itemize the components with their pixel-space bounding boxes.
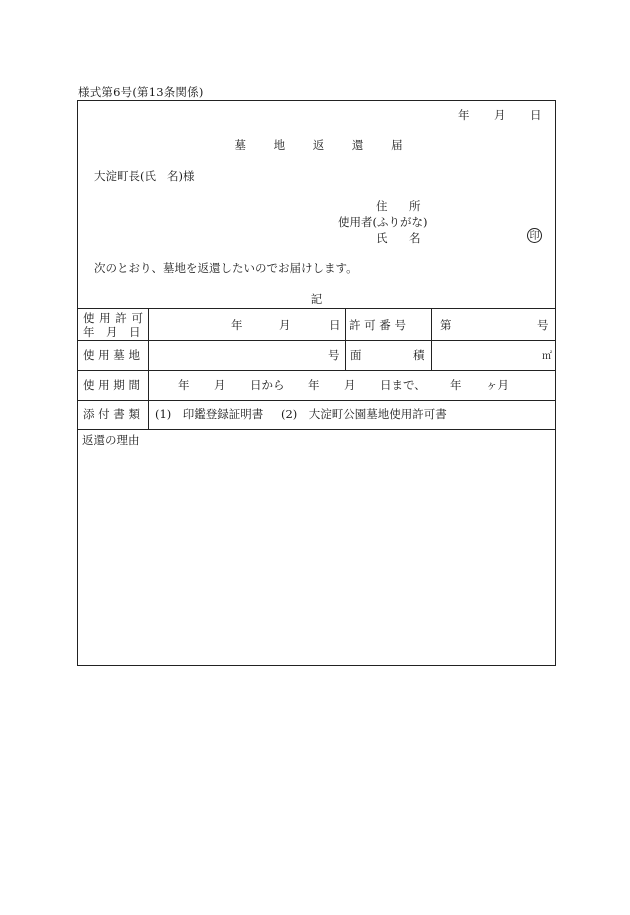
period-start-month: 月 xyxy=(214,378,226,392)
title-char: 墓 xyxy=(234,138,246,152)
title-char: 返 xyxy=(312,138,325,152)
permit-number-label: 許 可 番 号 xyxy=(349,318,406,332)
date-day-label: 日 xyxy=(530,108,542,122)
period-start-day: 日から xyxy=(250,378,285,392)
permit-date-label-line2: 年 月 日 xyxy=(83,325,141,339)
address-label-char: 所 xyxy=(409,199,421,213)
permit-year-label: 年 xyxy=(231,318,243,332)
document-title xyxy=(78,137,555,153)
name-label-char: 氏 xyxy=(376,231,388,245)
title-char: 地 xyxy=(273,138,286,152)
form-number-label: 様式第6号(第13条関係) xyxy=(78,85,204,99)
body-text: 次のとおり、墓地を返還したいのでお届けします。 xyxy=(94,261,358,275)
permit-month-label: 月 xyxy=(279,318,291,332)
table-rule xyxy=(78,400,555,401)
return-reason-label: 返還の理由 xyxy=(82,433,140,447)
period-end-month: 月 xyxy=(344,378,356,392)
table-rule xyxy=(345,308,346,370)
period-end-year: 年 xyxy=(308,378,320,392)
grave-return-form xyxy=(77,100,556,666)
addressee xyxy=(94,168,195,184)
period-end-day: 日まで、 xyxy=(380,378,426,392)
attachment-item-2: (2) 大淀町公園墓地使用許可書 xyxy=(281,407,447,421)
attachments-label: 添 付 書 類 xyxy=(83,407,140,421)
grave-number-go: 号 xyxy=(328,348,340,362)
title-char: 還 xyxy=(351,138,364,152)
name-label-char: 名 xyxy=(409,231,421,245)
ki-label: 記 xyxy=(310,292,323,306)
table-rule xyxy=(78,429,555,430)
period-total-months: ヶ月 xyxy=(486,378,509,392)
grave-label: 使 用 墓 地 xyxy=(83,348,140,362)
period-label: 使 用 期 間 xyxy=(83,378,140,392)
permit-day-label: 日 xyxy=(329,318,341,332)
period-total-year: 年 xyxy=(450,378,462,392)
area-label-char: 積 xyxy=(413,348,425,362)
title-char: 届 xyxy=(391,138,403,152)
area-label-char: 面 xyxy=(350,348,362,362)
seal-mark: 印 xyxy=(527,228,542,243)
date-month-label: 月 xyxy=(494,108,506,122)
attachment-item-1: (1) 印鑑登録証明書 xyxy=(155,407,264,421)
date-year-label: 年 xyxy=(458,108,470,122)
table-rule xyxy=(78,340,555,341)
table-rule xyxy=(431,308,432,370)
permit-number-go: 号 xyxy=(537,318,549,332)
period-start-year: 年 xyxy=(178,378,190,392)
addressee-suffix: 名)様 xyxy=(167,169,195,183)
addressee-prefix: 大淀町長(氏 xyxy=(94,169,156,183)
table-rule xyxy=(78,370,555,371)
address-label-char: 住 xyxy=(376,199,388,213)
table-rule xyxy=(148,308,149,429)
table-rule xyxy=(78,308,555,309)
permit-number-dai: 第 xyxy=(440,318,452,332)
user-furigana-label: 使用者(ふりがな) xyxy=(338,215,428,229)
area-unit: ㎡ xyxy=(542,351,552,362)
permit-date-label-line1: 使 用 許 可 xyxy=(83,311,144,325)
